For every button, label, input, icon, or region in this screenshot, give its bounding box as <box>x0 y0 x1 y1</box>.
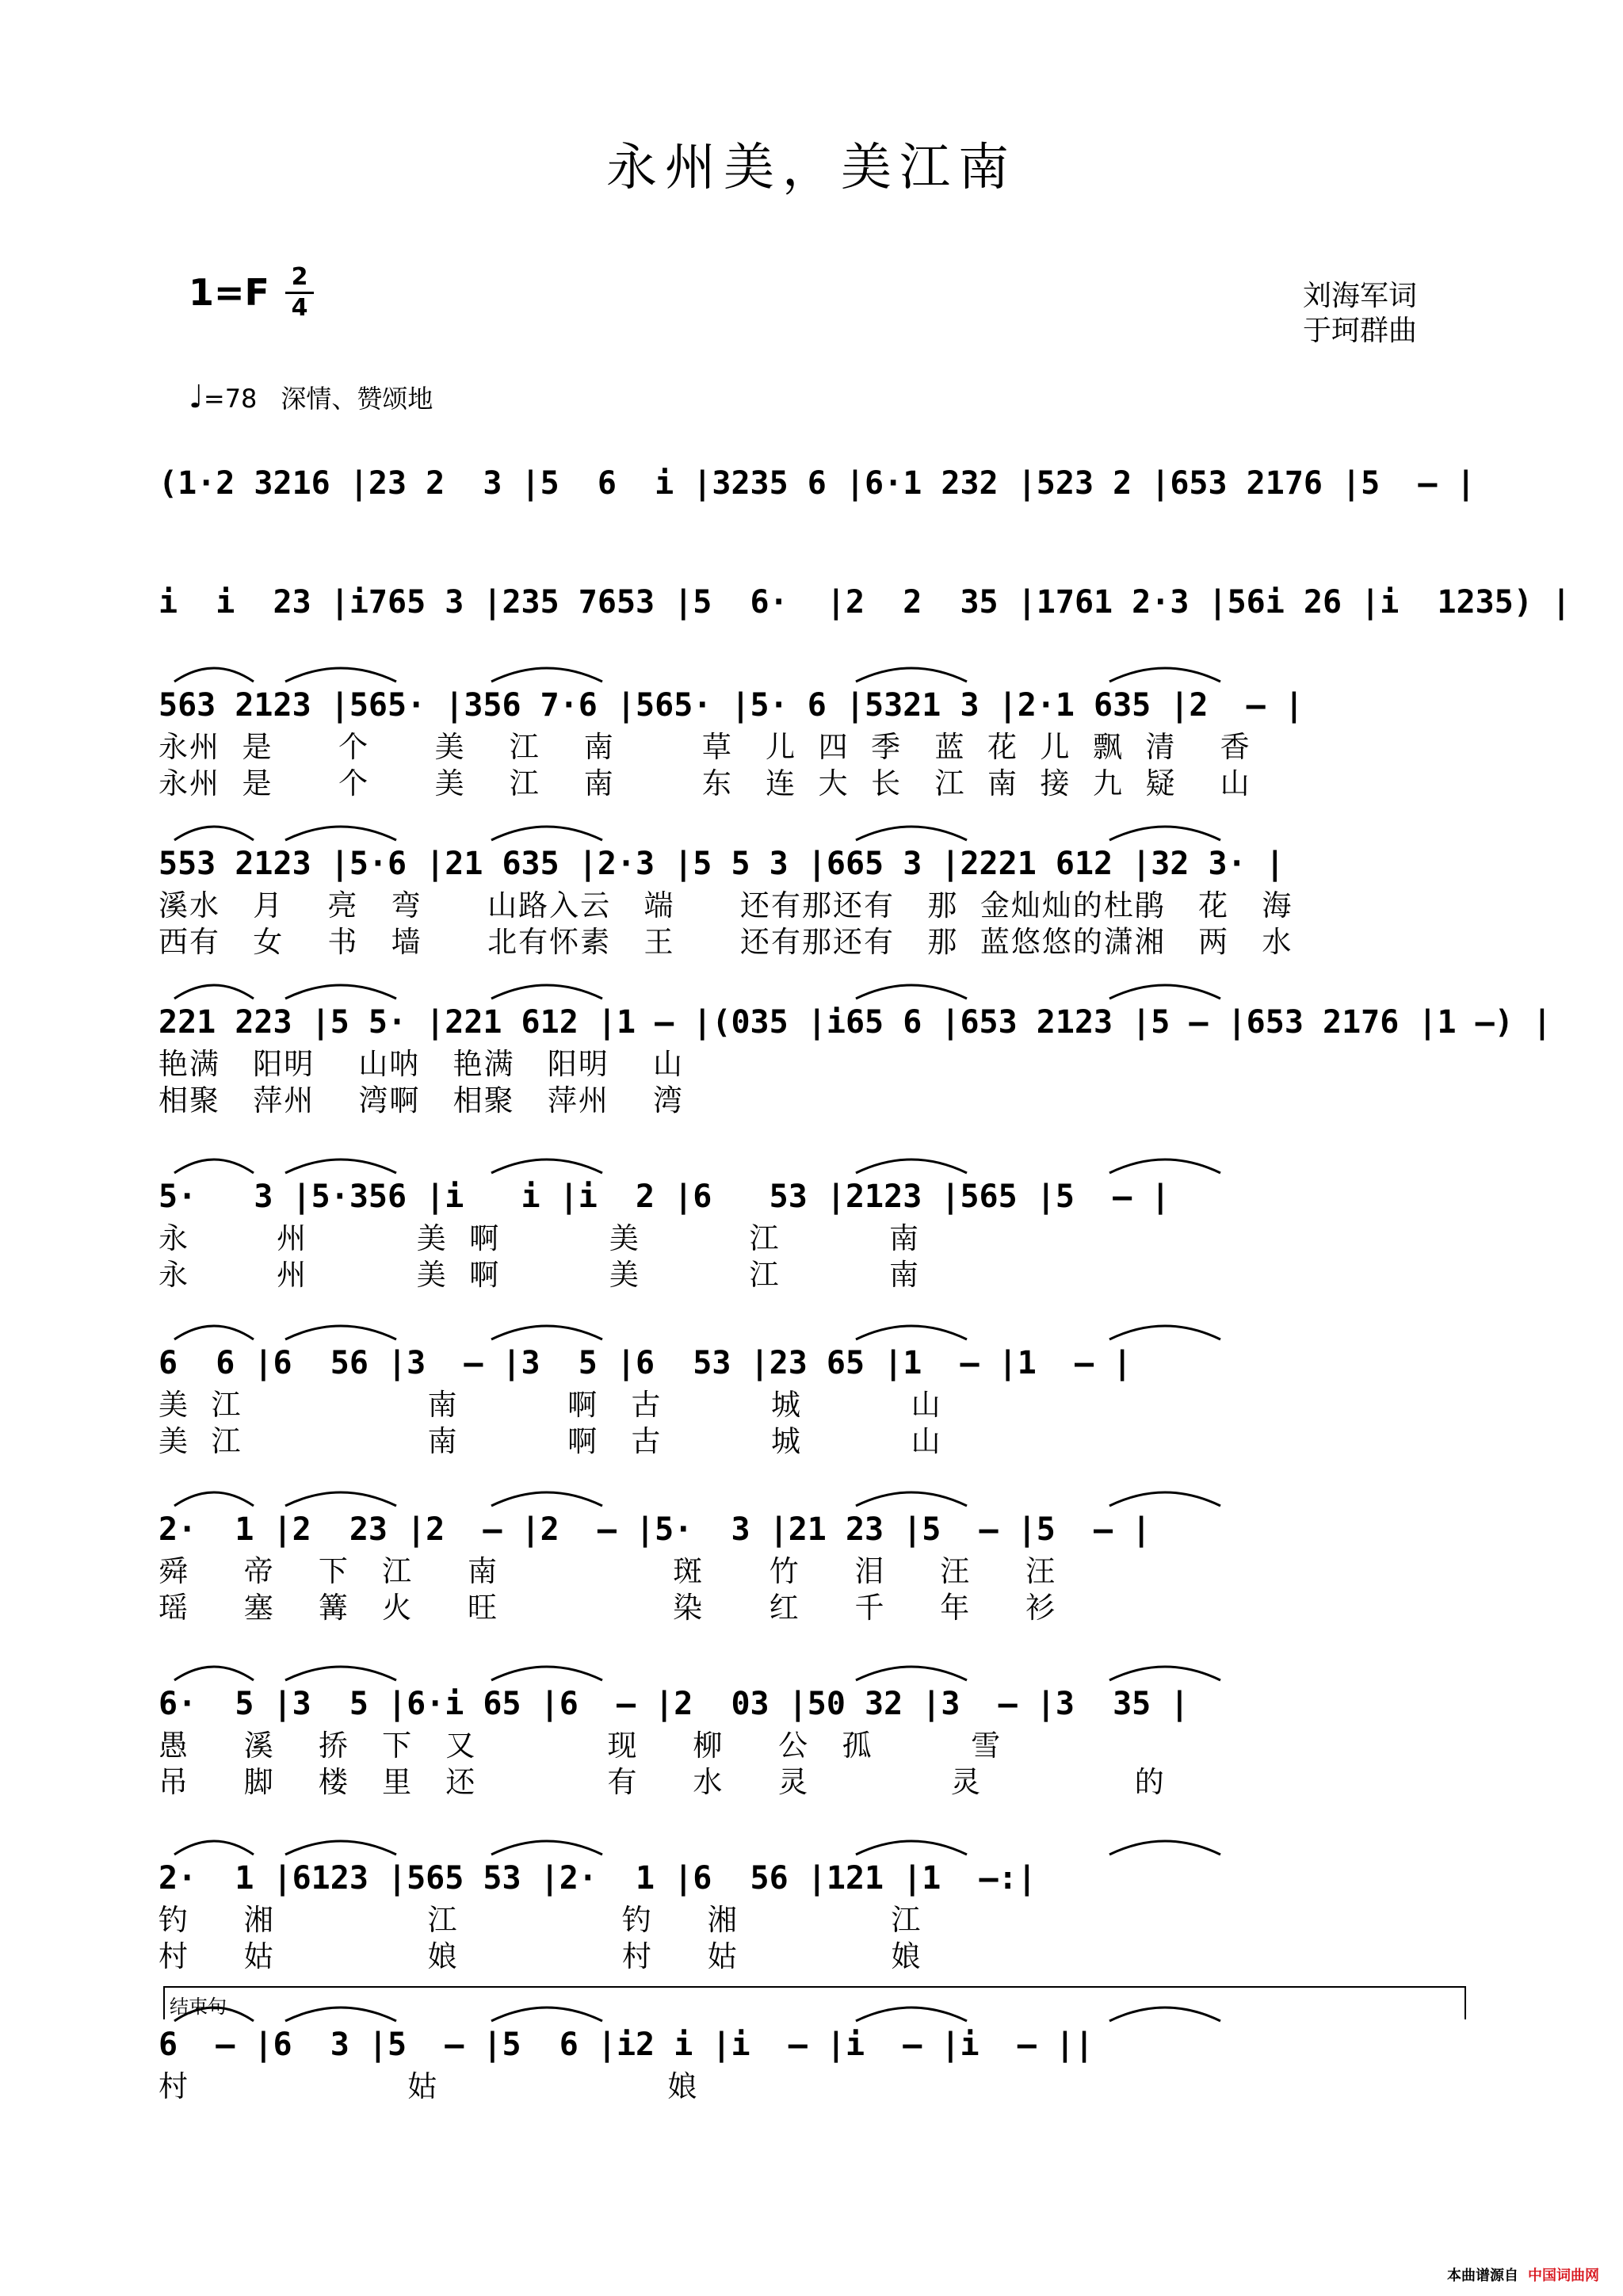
slur <box>491 1667 602 1680</box>
staff-line <box>158 2021 1465 2105</box>
slur <box>285 1841 396 1855</box>
slur <box>174 1492 254 1506</box>
lyricist-credit: 刘海军词 <box>1302 280 1417 312</box>
lyric-line: 钓 湘 江 钓 湘 江 <box>158 1903 922 1937</box>
slur <box>1109 827 1220 840</box>
lyric-line: 永州 是 个 美 江 南 东 连 大 长 江 南 接 九 疑 山 <box>158 766 1251 800</box>
key-signature: 1=F <box>189 271 269 314</box>
slur <box>491 827 602 840</box>
song-title: 永州美，美江南 <box>606 139 1017 197</box>
slur <box>491 1159 602 1173</box>
numbered-notation: 5· 3 |5·356 |i i |i 2 |6 53 |2123 |565 |5 – | <box>158 1179 1170 1215</box>
lyric-line: 永 州 美 啊 美 江 南 <box>158 1258 921 1292</box>
lyric-line: 西有 女 书 墙 北有怀素 王 还有那还有 那 蓝悠悠的潇湘 两 水 <box>158 925 1293 959</box>
time-signature-bottom: 4 <box>291 294 308 322</box>
slur <box>1109 1841 1220 1855</box>
credits <box>1303 279 1417 349</box>
numbered-notation: 553 2123 |5·6 |21 635 |2·3 |5 5 3 |665 3 |2221 612 |32 3· | <box>158 846 1285 882</box>
slur <box>491 668 602 682</box>
slur <box>174 1841 254 1855</box>
numbered-notation: (1·2 3216 |23 2 3 |5 6 i |3235 6 |6·1 232 |523 2 |653 2176 |5 – | <box>158 465 1476 502</box>
slur <box>174 1667 254 1680</box>
slur <box>856 1841 967 1855</box>
lyric-line: 村 姑 娘 村 姑 娘 <box>158 1939 922 1973</box>
composer-credit: 于珂群曲 <box>1302 315 1417 347</box>
staff-line <box>158 1506 1465 1626</box>
slur <box>285 1326 396 1339</box>
staff-line <box>158 840 1465 961</box>
slur <box>1109 1492 1220 1506</box>
footer-credit <box>1447 2264 1599 2285</box>
tempo-expression: 深情、赞颂地 <box>281 384 433 414</box>
slur <box>285 827 396 840</box>
staff-line <box>158 1339 1465 1460</box>
staff-line <box>158 999 1552 1119</box>
lyric-line: 相聚 萍州 湾啊 相聚 萍州 湾 <box>158 1083 684 1117</box>
slur <box>491 985 602 999</box>
slur <box>856 985 967 999</box>
slur <box>174 827 254 840</box>
slur <box>285 1667 396 1680</box>
slur <box>856 668 967 682</box>
numbered-notation: 2· 1 |6123 |565 53 |2· 1 |6 56 |121 |1 –:| <box>158 1860 1037 1897</box>
slur <box>285 668 396 682</box>
slur <box>1109 985 1220 999</box>
lyric-line: 美 江 南 啊 古 城 山 <box>158 1388 942 1422</box>
lyric-line: 溪水 月 亮 弯 山路入云 端 还有那还有 那 金灿灿的杜鹃 花 海 <box>158 888 1293 923</box>
staff-line <box>158 1173 1465 1293</box>
slur <box>285 985 396 999</box>
slur <box>856 1667 967 1680</box>
coda-label: 结束句 <box>170 1996 227 2018</box>
tempo-marking <box>189 379 433 415</box>
staff-line <box>158 682 1465 802</box>
lyric-line: 吊 脚 楼 里 还 有 水 灵 灵 的 <box>158 1765 1166 1799</box>
slur <box>174 668 254 682</box>
numbered-notation: 6· 5 |3 5 |6·i 65 |6 – |2 03 |50 32 |3 – |3 35 | <box>158 1686 1190 1722</box>
tempo-bpm: =78 <box>203 384 258 414</box>
footer-site: 中国词曲网 <box>1528 2267 1599 2284</box>
staff-line <box>158 460 1476 507</box>
slur <box>491 1841 602 1855</box>
staff-line <box>158 1855 1465 1975</box>
staff-line <box>158 579 1571 626</box>
lyric-line: 艳满 阳明 山呐 艳满 阳明 山 <box>158 1047 684 1081</box>
lyric-line: 村 姑 娘 <box>158 2069 699 2103</box>
slur <box>1109 1159 1220 1173</box>
slur <box>491 1326 602 1339</box>
numbered-notation: 563 2123 |565· |356 7·6 |565· |5· 6 |5321 3 |2·1 635 |2 – | <box>158 687 1304 724</box>
numbered-notation: 6 – |6 3 |5 – |5 6 |i2 i |i – |i – |i – || <box>158 2027 1094 2063</box>
slur <box>174 985 254 999</box>
staff-line <box>158 1680 1465 1801</box>
numbered-notation: 6 6 |6 56 |3 – |3 5 |6 53 |23 65 |1 – |1 – | <box>158 1345 1132 1381</box>
slur <box>856 1326 967 1339</box>
coda-bracket <box>163 1986 1466 2019</box>
numbered-notation: i i 23 |i765 3 |235 7653 |5 6· |2 2 35 |1761 2·3 |56i 26 |i 1235) | <box>158 584 1571 621</box>
lyric-line: 瑶 塞 篝 火 旺 染 红 千 年 衫 <box>158 1591 1057 1625</box>
slur <box>285 1159 396 1173</box>
slur <box>1109 1326 1220 1339</box>
lyric-line: 美 江 南 啊 古 城 山 <box>158 1424 942 1458</box>
footer-source: 本曲谱源自 <box>1447 2267 1518 2284</box>
lyric-line: 舜 帝 下 江 南 斑 竹 泪 汪 汪 <box>158 1554 1057 1588</box>
numbered-notation: 2· 1 |2 23 |2 – |2 – |5· 3 |21 23 |5 – |5 – | <box>158 1511 1151 1548</box>
slur <box>856 1492 967 1506</box>
slur <box>174 1159 254 1173</box>
slur <box>1109 668 1220 682</box>
quarter-note-icon: ♩ <box>189 379 204 415</box>
slur <box>856 1159 967 1173</box>
time-signature <box>285 265 314 321</box>
slur <box>1109 1667 1220 1680</box>
numbered-notation: 221 223 |5 5· |221 612 |1 – |(035 |i65 6 |653 2123 |5 – |653 2176 |1 –) | <box>158 1004 1552 1041</box>
slur <box>174 1326 254 1339</box>
slur <box>856 827 967 840</box>
lyric-line: 永 州 美 啊 美 江 南 <box>158 1221 921 1255</box>
slur <box>285 1492 396 1506</box>
slur <box>491 1492 602 1506</box>
time-signature-top: 2 <box>291 263 308 291</box>
lyric-line: 永州 是 个 美 江 南 草 儿 四 季 蓝 花 儿 飘 清 香 <box>158 730 1251 764</box>
lyric-line: 愚 溪 挢 下 又 现 柳 公 孤 雪 <box>158 1729 1002 1763</box>
